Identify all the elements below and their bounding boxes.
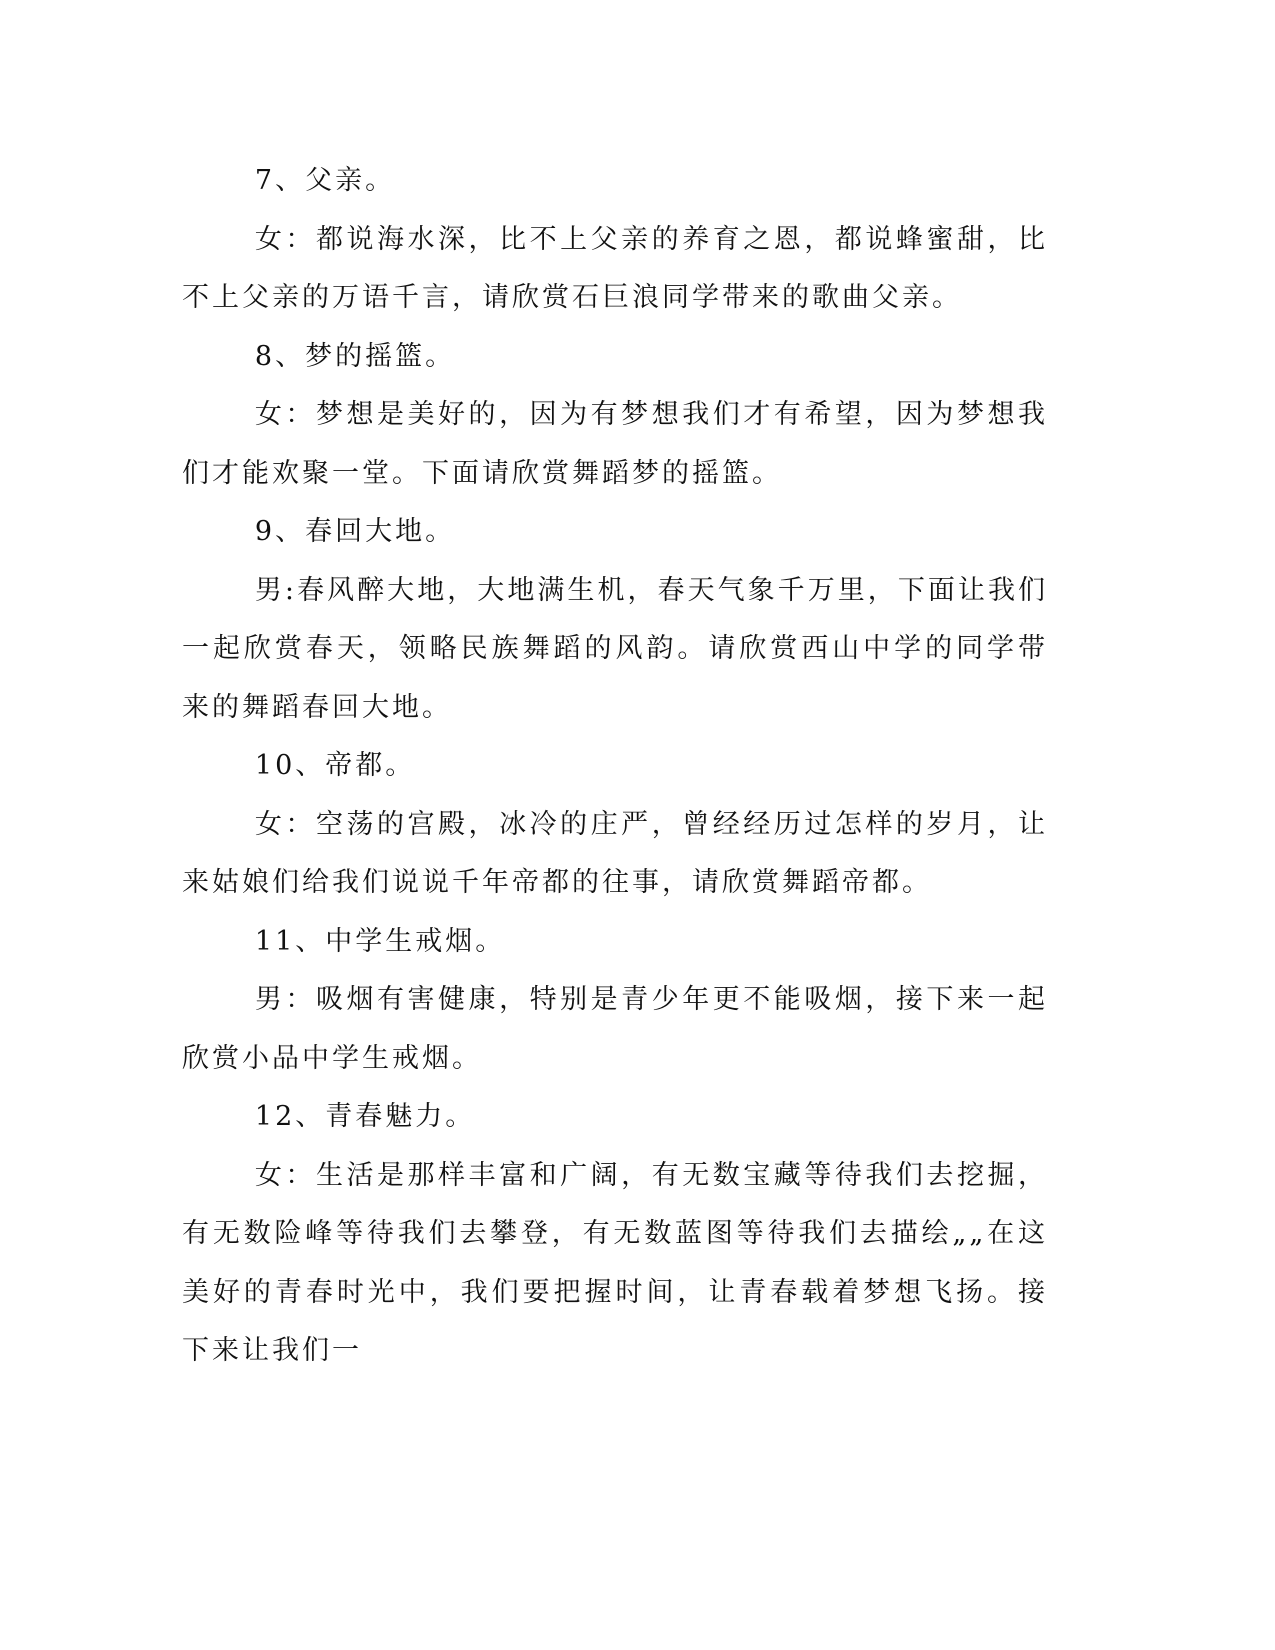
item-heading-12: 12、青春魅力。 bbox=[254, 1101, 476, 1132]
item-heading-9: 9、春回大地。 bbox=[254, 516, 456, 547]
host-line: 女：梦想是美好的，因为有梦想我们才有希望，因为梦想我们才能欢聚一堂。下面请欣赏舞蹈梦的摇篮。 bbox=[182, 399, 1048, 489]
item-heading-11: 11、中学生戒烟。 bbox=[254, 925, 506, 957]
item-heading-8: 8、梦的摇篮。 bbox=[254, 340, 456, 372]
host-line: 男：吸烟有害健康，特别是青少年更不能吸烟，接下来一起欣赏小品中学生戒烟。 bbox=[182, 984, 1048, 1074]
host-line: 女：空荡的宫殿，冰冷的庄严，曾经经历过怎样的岁月，让来姑娘们给我们说说千年帝都的往事，请欣赏舞蹈帝都。 bbox=[182, 808, 1048, 898]
item-heading-10: 10、帝都。 bbox=[254, 750, 416, 781]
host-line: 男:春风醉大地，大地满生机，春天气象千万里，下面让我们一起欣赏春天，领略民族舞蹈的风韵。请欣赏西山中学的同学带来的舞蹈春回大地。 bbox=[182, 574, 1048, 723]
host-line: 女：生活是那样丰富和广阔，有无数宝藏等待我们去挖掘，有无数险峰等待我们去攀登，有无数蓝图等待我们去描绘„„在这美好的青春时光中，我们要把握时间，让青春载着梦想飞扬。接下来让我们一 bbox=[182, 1159, 1048, 1366]
item-heading-7: 7、父亲。 bbox=[254, 165, 396, 196]
host-line: 女：都说海水深，比不上父亲的养育之恩，都说蜂蜜甜，比不上父亲的万语千言，请欣赏石巨浪同学带来的歌曲父亲。 bbox=[182, 223, 1048, 313]
document-body bbox=[182, 152, 1048, 1381]
